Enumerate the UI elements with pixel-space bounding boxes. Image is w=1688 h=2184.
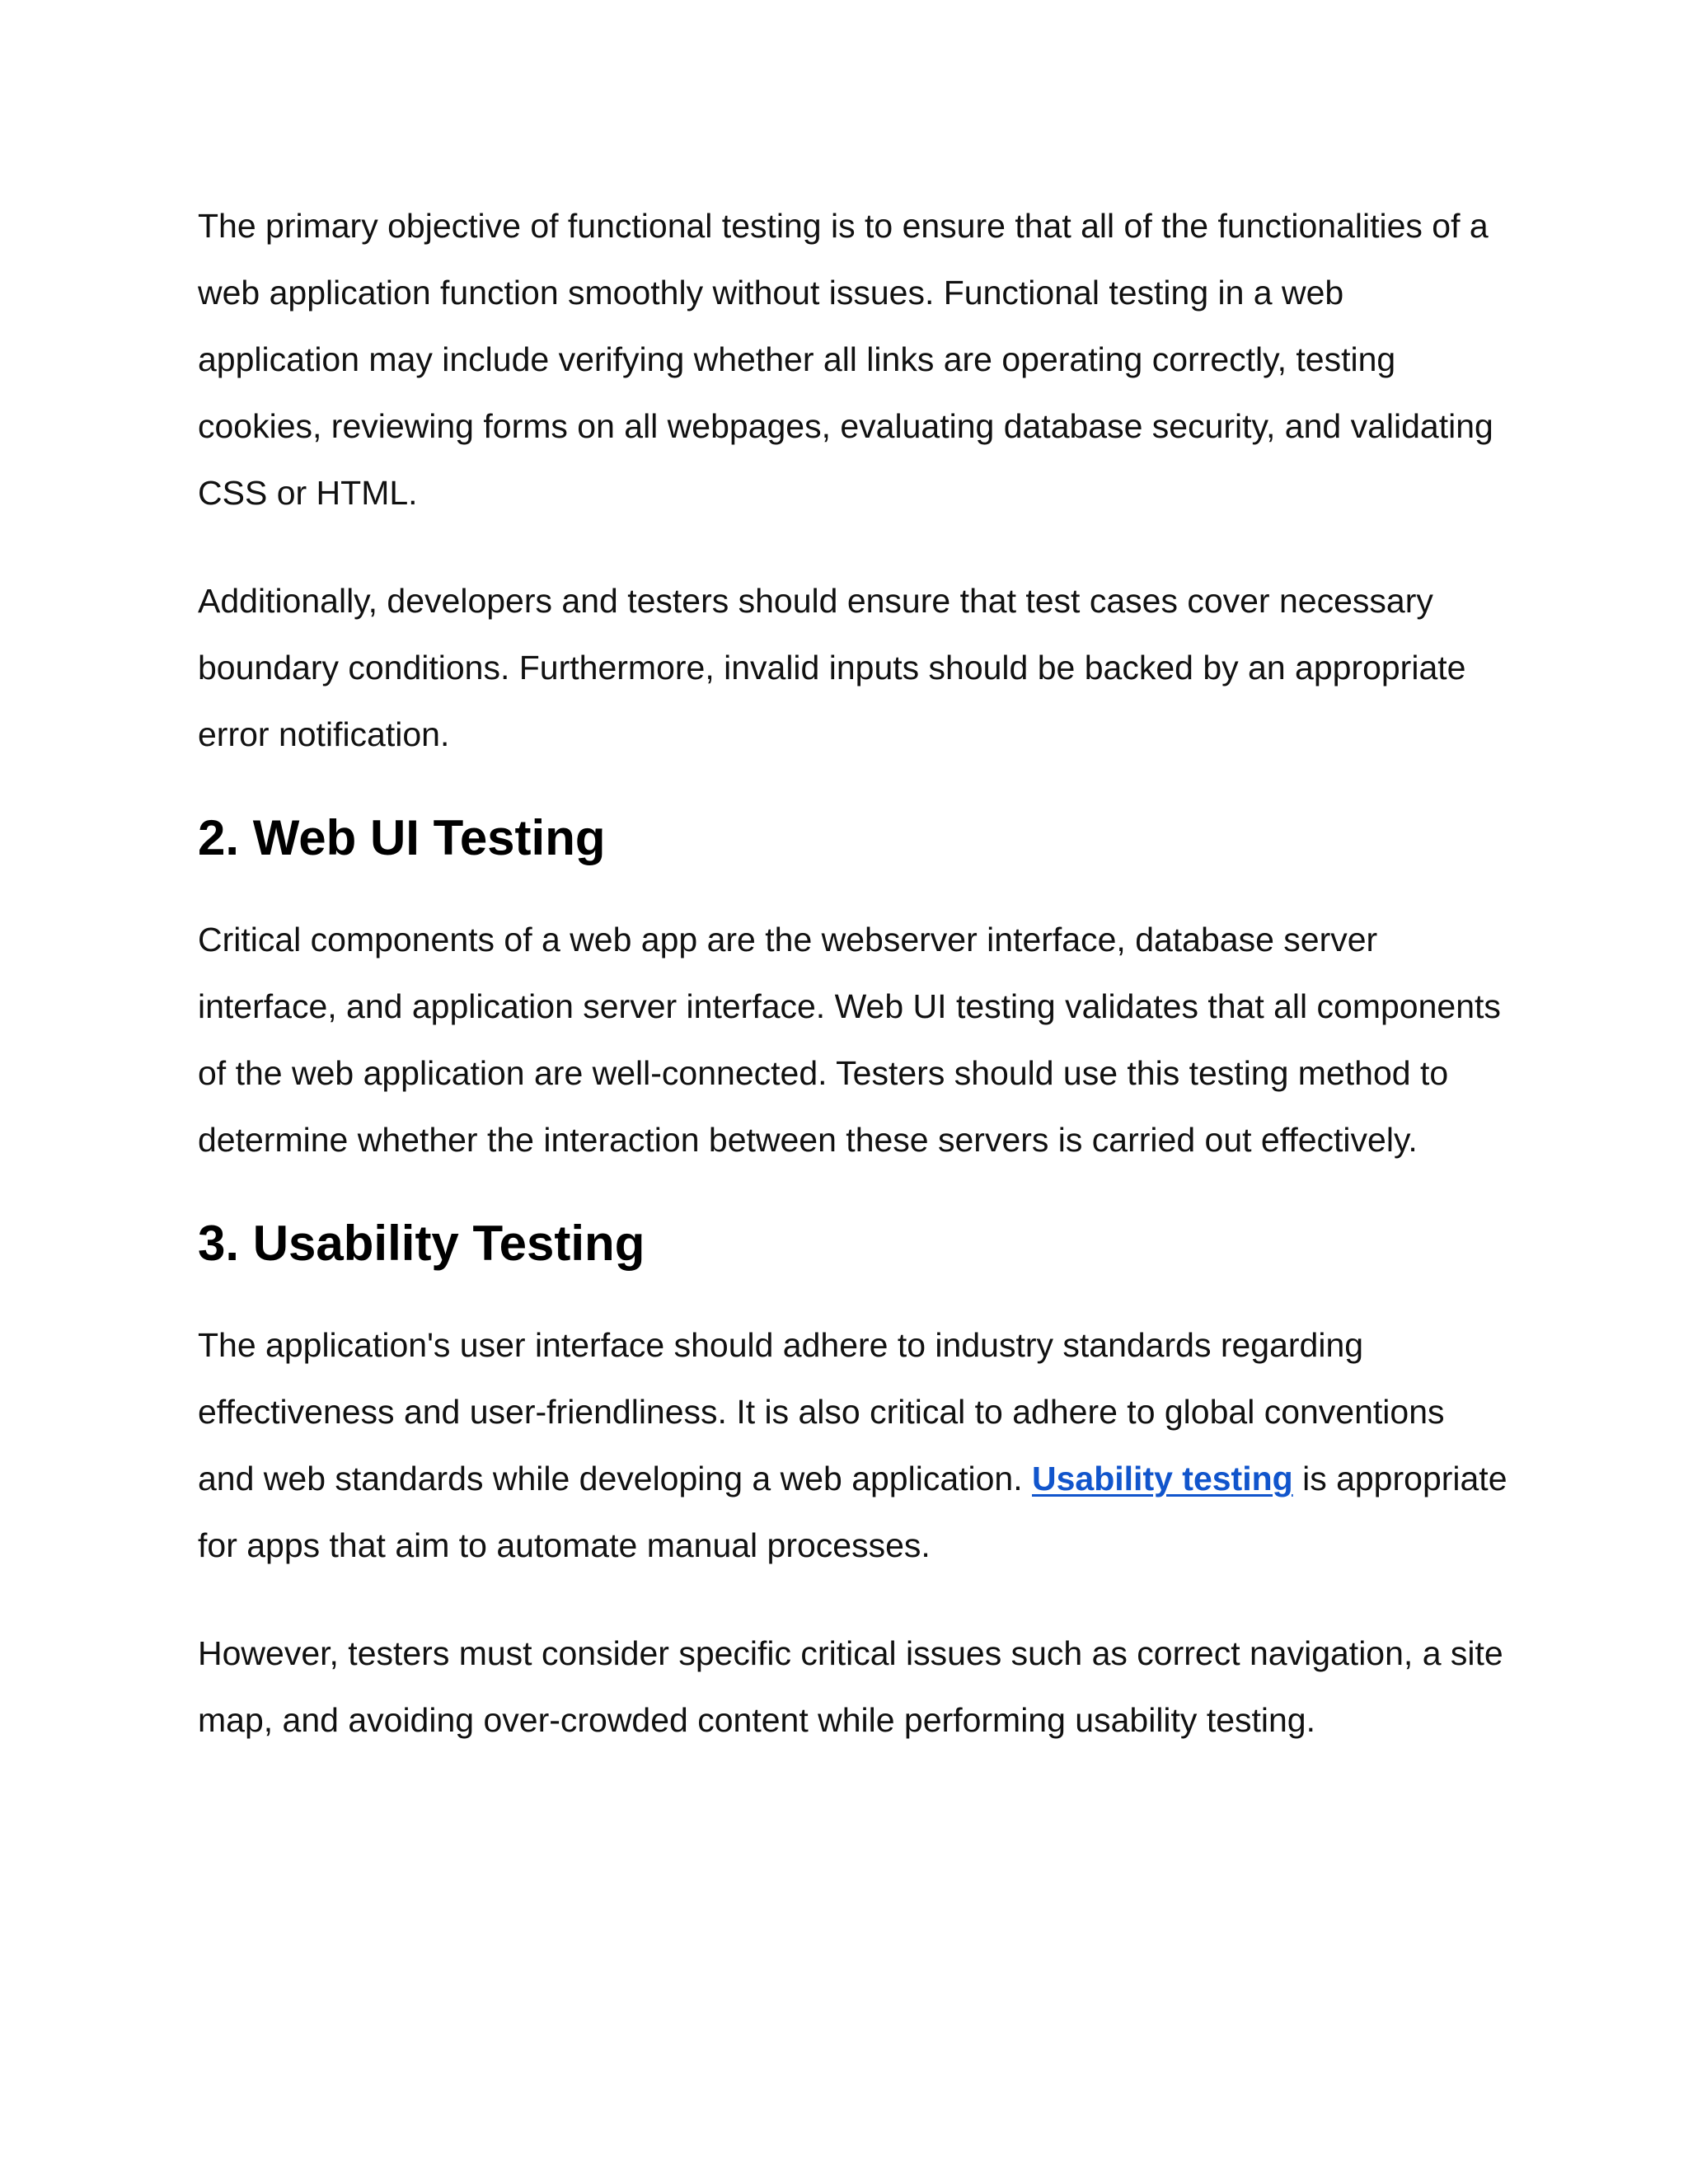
usability-testing-paragraph [198, 1312, 1508, 1579]
functional-testing-paragraph: The primary objective of functional testing is to ensure that all of the functionalities of a web application function smoothly without issues. Functional testing in a web application may include verifying whether all links are operating correctly, testing cookies, reviewing forms on all webpages, evaluating database security, and validating CSS or HTML. [198, 207, 1493, 512]
web-ui-testing-paragraph: Critical components of a web app are the webserver interface, database server interface, and application server interface. Web UI testing validates that all components of the web application are well-connected. Testers should use this testing method to determine whether the interaction between these servers is carried out effectively. [198, 921, 1501, 1159]
boundary-conditions-paragraph: Additionally, developers and testers should ensure that test cases cover necessary boundary conditions. Furthermore, invalid inputs should be backed by an appropriate error notification. [198, 582, 1466, 753]
usability-testing-heading: 3. Usability Testing [198, 1216, 645, 1271]
usability-paragraph-text-after-link: is appropriate for apps that aim to automate manual processes. [198, 1460, 1507, 1564]
document-page [198, 193, 1508, 1795]
usability-testing-link[interactable]: Usability testing [1032, 1460, 1293, 1497]
web-ui-testing-heading: 2. Web UI Testing [198, 810, 606, 865]
usability-considerations-paragraph: However, testers must consider specific critical issues such as correct navigation, a site map, and avoiding over-crowded content while performing usability testing. [198, 1634, 1503, 1739]
usability-paragraph-text-before-link: The application's user interface should adhere to industry standards regarding effectiveness and user-friendliness. It is also critical to adhere to global conventions and web standards while developing a web application. [198, 1326, 1445, 1497]
